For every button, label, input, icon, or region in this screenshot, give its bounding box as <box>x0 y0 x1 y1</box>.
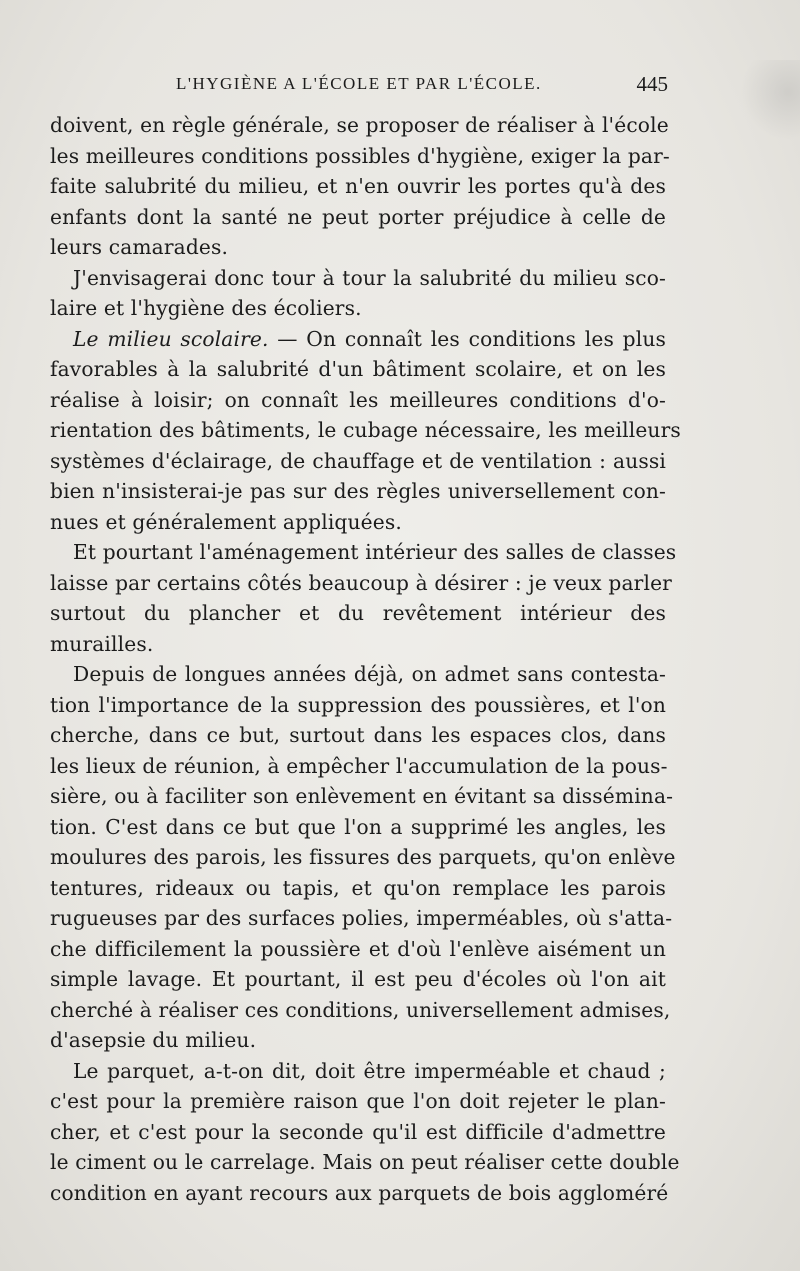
text-line: les meilleures conditions possibles d'hygiène, exiger la par- <box>50 143 670 168</box>
text-line: Et pourtant l'aménagement intérieur des salles de classes <box>73 540 677 564</box>
text-line: nues et généralement appliquées. <box>50 509 402 534</box>
text-line: Le parquet, a-t-on dit, doit être imperméable et chaud ; <box>73 1058 666 1083</box>
section-heading: Le milieu scolaire. <box>73 326 269 351</box>
text-line: che difficilement la poussière et d'où l'enlève aisément un <box>50 936 666 961</box>
running-title: L'HYGIÈNE A L'ÉCOLE ET PAR L'ÉCOLE. <box>176 74 542 93</box>
page-edge-smudge <box>740 60 800 140</box>
text-line: faite salubrité du milieu, et n'en ouvrir les portes qu'à des <box>50 174 666 198</box>
text-line: tion. C'est dans ce but que l'on a supprimé les angles, les <box>50 814 666 839</box>
text-line: simple lavage. Et pourtant, il est peu d'écoles où l'on ait <box>50 967 666 991</box>
text-line: condition en ayant recours aux parquets de bois aggloméré <box>50 1180 669 1205</box>
text-line: rientation des bâtiments, le cubage nécessaire, les meilleurs <box>50 418 681 442</box>
text-line: cherché à réaliser ces conditions, universellement admises, <box>50 997 671 1022</box>
page-number: 445 <box>636 72 668 96</box>
text-line: Depuis de longues années déjà, on admet sans contesta- <box>73 662 666 686</box>
text-line: tion l'importance de la suppression des poussières, et l'on <box>50 692 666 717</box>
text-line: réalise à loisir; on connaît les meilleures conditions d'o- <box>50 387 666 412</box>
text-line: le ciment ou le carrelage. Mais on peut réaliser cette double <box>50 1150 680 1174</box>
text-line-rest: — On connaît les conditions les plus <box>268 326 667 351</box>
body-text <box>50 110 681 1208</box>
text-line: cher, et c'est pour la seconde qu'il est difficile d'admettre <box>50 1119 666 1144</box>
text-line: surtout du plancher et du revêtement intérieur des <box>50 601 666 625</box>
text-line: cherche, dans ce but, surtout dans les espaces clos, dans <box>50 723 666 747</box>
text-line: les lieux de réunion, à empêcher l'accumulation de la pous- <box>50 753 668 778</box>
text-line: rugueuses par des surfaces polies, imperméables, où s'atta- <box>50 906 673 930</box>
text-line: murailles. <box>50 631 154 656</box>
text-line: laisse par certains côtés beaucoup à désirer : je veux parler <box>50 570 672 595</box>
text-line <box>50 324 666 355</box>
running-head <box>176 74 668 102</box>
text-line: laire et l'hygiène des écoliers. <box>50 296 362 320</box>
text-line: sière, ou à faciliter son enlèvement en évitant sa dissémina- <box>50 784 674 808</box>
text-line: c'est pour la première raison que l'on doit rejeter le plan- <box>50 1089 666 1113</box>
text-line: d'asepsie du milieu. <box>50 1028 257 1052</box>
text-line: bien n'insisterai-je pas sur des règles universellement con- <box>50 479 666 503</box>
text-line: doivent, en règle générale, se proposer de réaliser à l'école <box>50 113 669 137</box>
text-line: J'envisagerai donc tour à tour la salubrité du milieu sco- <box>73 265 666 290</box>
text-line: enfants dont la santé ne peut porter préjudice à celle de <box>50 204 666 229</box>
text-line: systèmes d'éclairage, de chauffage et de ventilation : aussi <box>50 448 666 473</box>
text-line: favorables à la salubrité d'un bâtiment scolaire, et on les <box>50 357 666 381</box>
text-line: leurs camarades. <box>50 235 229 259</box>
text-line: moulures des parois, les fissures des parquets, qu'on enlève <box>50 845 676 869</box>
text-line: tentures, rideaux ou tapis, et qu'on remplace les parois <box>50 875 666 900</box>
